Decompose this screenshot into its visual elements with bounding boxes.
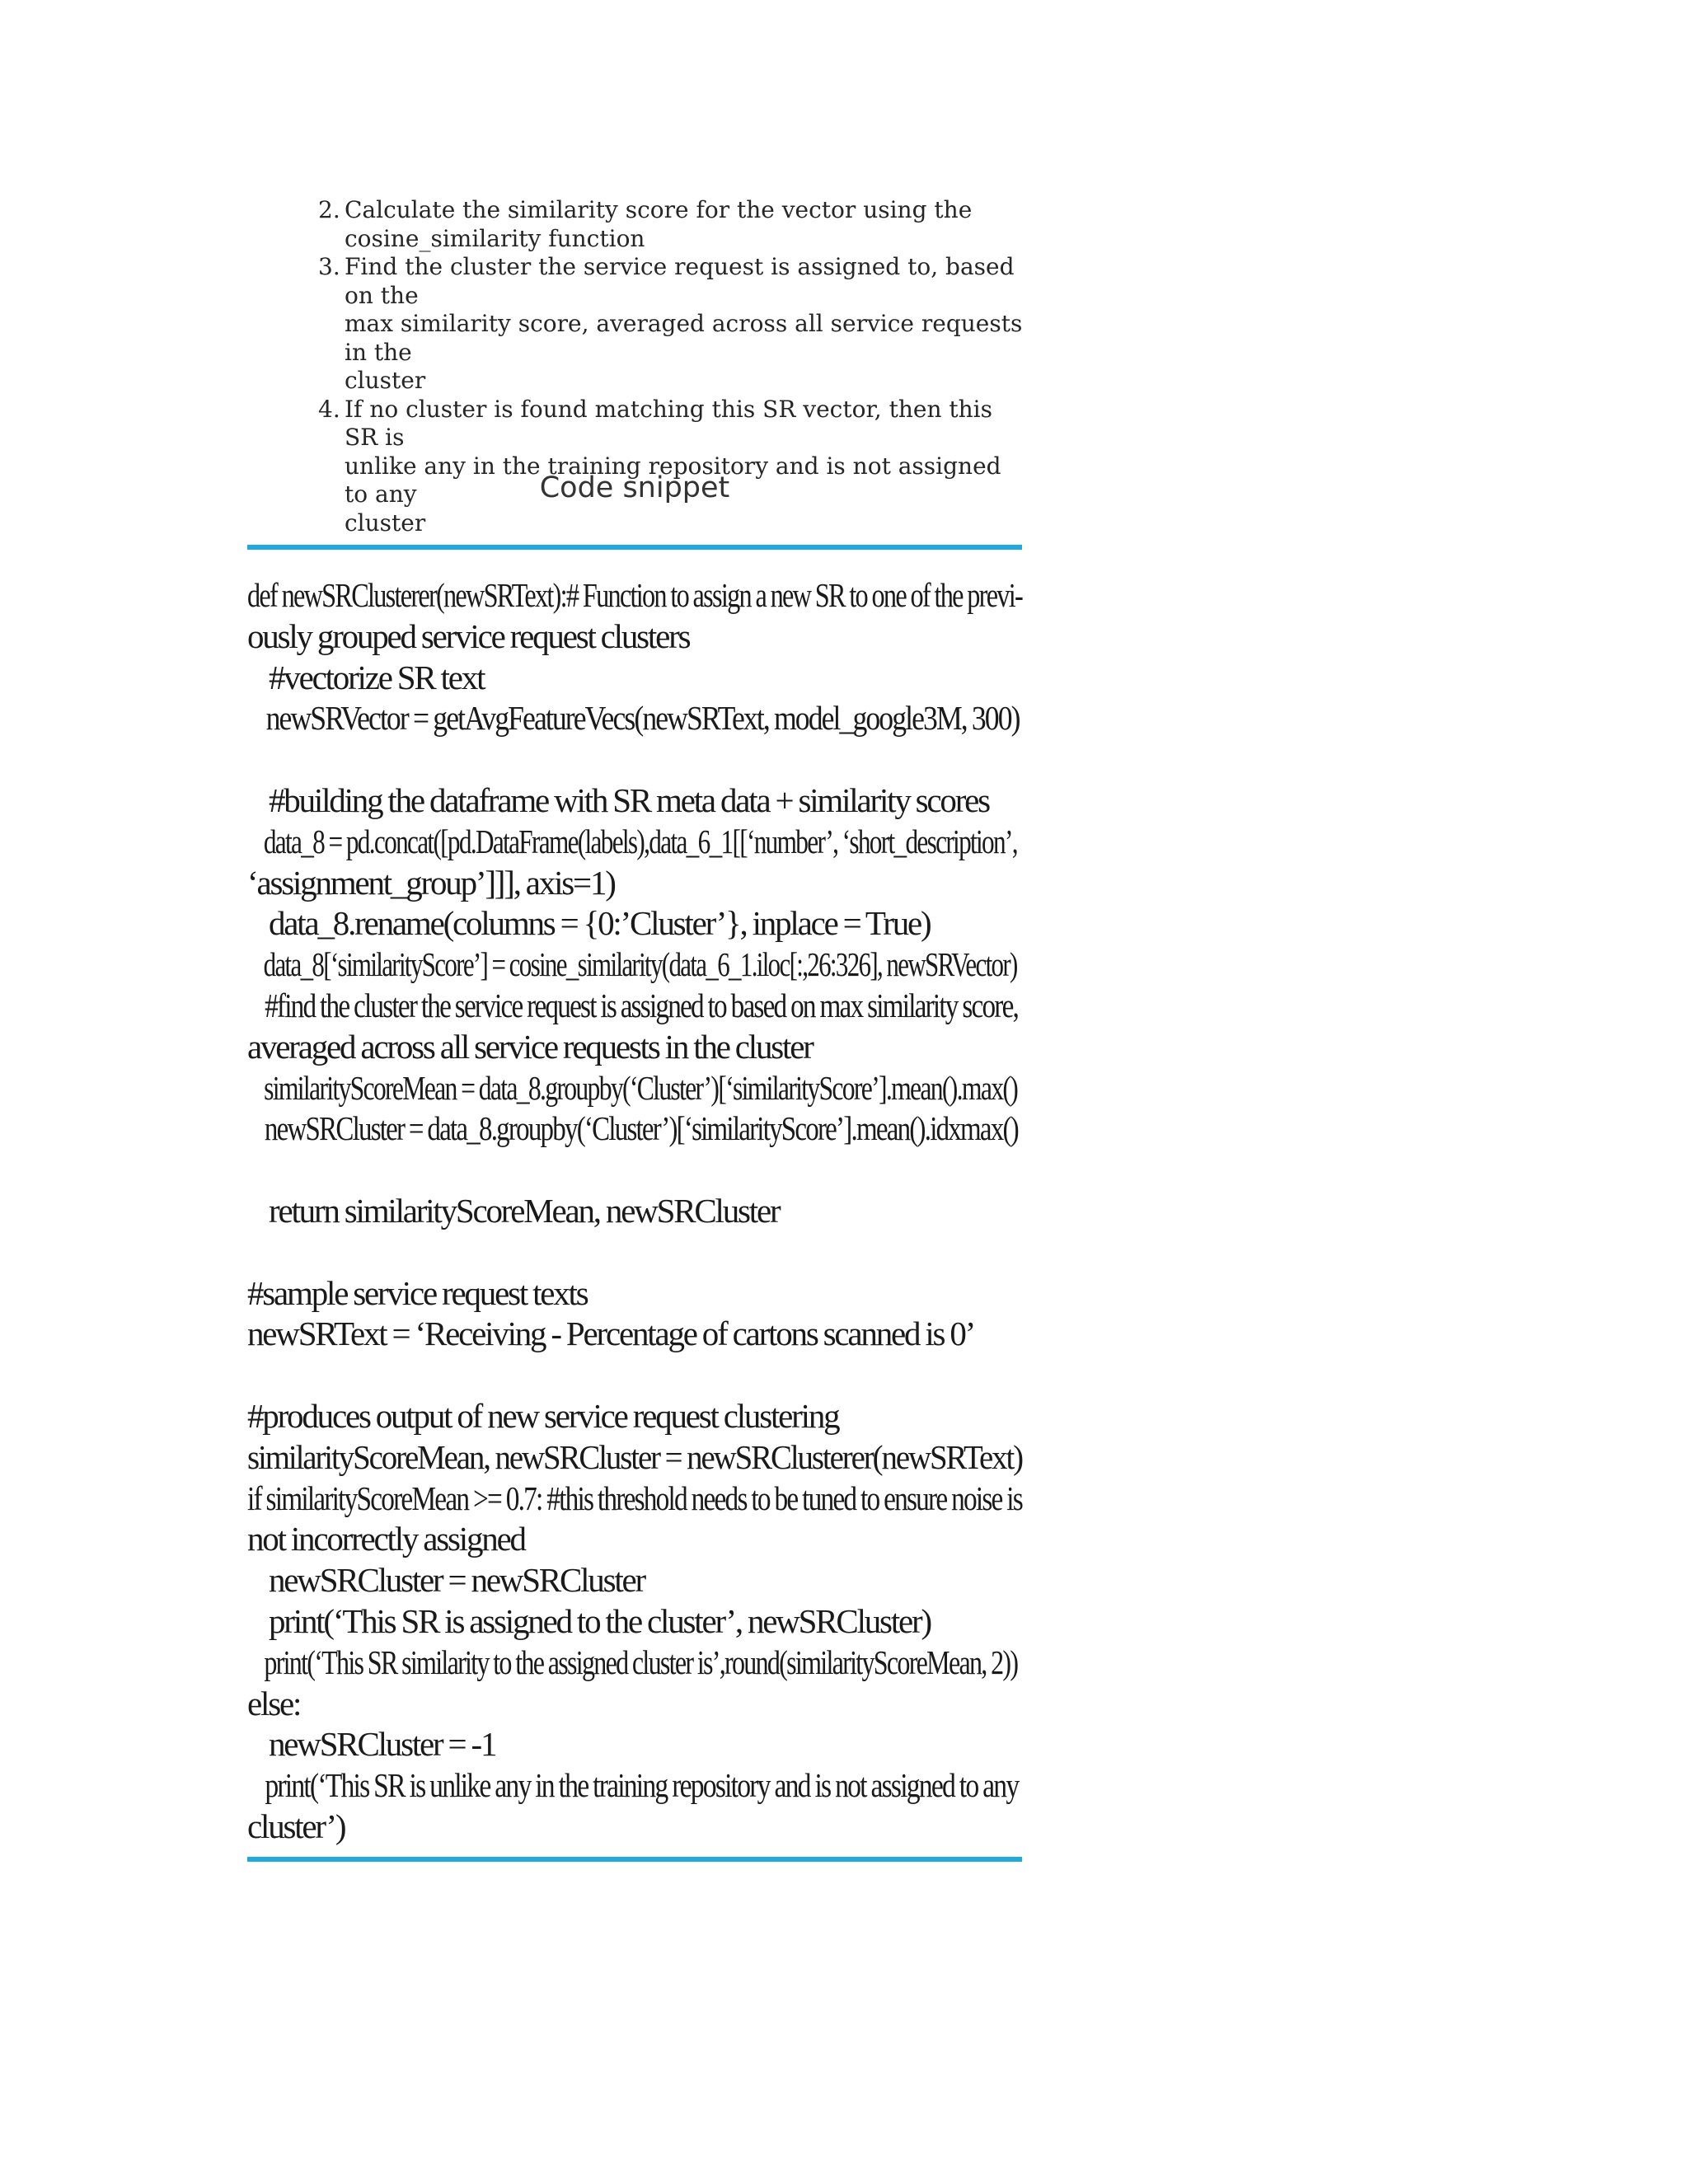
code-line: print(‘This SR is assigned to the cluster’, newSRCluster) — [269, 1601, 931, 1640]
code-line: if similarityScoreMean >= 0.7: #this threshold needs to be tuned to ensure noise is — [247, 1479, 1022, 1517]
step-number: 4. — [318, 395, 340, 423]
code-line: newSRCluster = newSRCluster — [269, 1561, 645, 1600]
code-line: else: — [247, 1684, 301, 1722]
code-bottom-rule — [247, 1857, 1022, 1862]
code-line: data_8[‘similarityScore’] = cosine_similarity(data_6_1.iloc[:,26:326], newSRVector) — [263, 945, 1017, 984]
code-block — [247, 575, 1022, 1848]
code-line: data_8 = pd.concat([pd.DataFrame(labels),data_6_1[[‘number’, ‘short_description’, — [263, 822, 1017, 860]
code-line: similarityScoreMean = data_8.groupby(‘Cluster’)[‘similarityScore’].mean().max() — [264, 1068, 1018, 1107]
code-line: newSRText = ‘Receiving - Percentage of cartons scanned is 0’ — [247, 1315, 975, 1353]
step-text-line: unlike any in the training repository and is not assigned to any — [345, 452, 1001, 508]
code-blank-line — [247, 1232, 1022, 1273]
step-number: 2. — [318, 196, 340, 223]
code-top-rule — [247, 545, 1022, 550]
code-line: #produces output of new service request clustering — [247, 1396, 839, 1435]
code-line: newSRCluster = data_8.groupby(‘Cluster’)[‘similarityScore’].mean().idxmax() — [264, 1109, 1018, 1148]
code-line: return similarityScoreMean, newSRCluster — [269, 1191, 780, 1230]
code-line: not incorrectly assigned — [247, 1520, 525, 1558]
step-text-line: cosine_similarity function — [345, 224, 645, 252]
step-text-line: Find the cluster the service request is assigned to, based on the — [345, 253, 1015, 309]
code-line: averaged across all service requests in the cluster — [247, 1027, 813, 1066]
code-blank-line — [247, 1355, 1022, 1396]
code-line: ‘assignment_group’]]], axis=1) — [247, 863, 615, 902]
code-line: #vectorize SR text — [269, 658, 485, 696]
code-snippet-caption: Code snippet — [539, 471, 730, 504]
code-line: ously grouped service request clusters — [247, 616, 690, 655]
code-line: newSRCluster = -1 — [269, 1725, 496, 1764]
code-blank-line — [247, 739, 1022, 780]
code-line: newSRVector = getAvgFeatureVecs(newSRText, model_google3M, 300) — [265, 699, 1020, 738]
code-line: data_8.rename(columns = {0:’Cluster’}, inplace = True) — [269, 904, 931, 943]
code-line: print(‘This SR similarity to the assigned cluster is’,round(similarityScoreMean, 2)) — [264, 1643, 1018, 1681]
step-item — [318, 253, 1027, 396]
step-text-line: cluster — [345, 509, 426, 537]
code-line: def newSRClusterer(newSRText):# Function to assign a new SR to one of the previ- — [247, 576, 1022, 614]
step-item — [318, 396, 1027, 538]
step-item — [318, 196, 1027, 253]
step-number: 3. — [318, 253, 340, 280]
step-text-line: If no cluster is found matching this SR vector, then this SR is — [345, 395, 992, 451]
step-text-line: max similarity score, averaged across all service requests in the — [345, 310, 1023, 366]
code-line: cluster’) — [247, 1807, 345, 1845]
step-text-line: Calculate the similarity score for the vector using the — [345, 196, 973, 223]
code-line: #find the cluster the service request is assigned to based on max similarity score, — [265, 986, 1019, 1024]
code-line: #building the dataframe with SR meta data + similarity scores — [269, 780, 989, 819]
code-blank-line — [247, 1150, 1022, 1191]
step-text-line: cluster — [345, 367, 426, 394]
code-line: similarityScoreMean, newSRCluster = newSRClusterer(newSRText) — [247, 1437, 1023, 1476]
code-line: #sample service request texts — [247, 1273, 588, 1312]
code-line: print(‘This SR is unlike any in the training repository and is not assigned to any — [265, 1766, 1019, 1805]
